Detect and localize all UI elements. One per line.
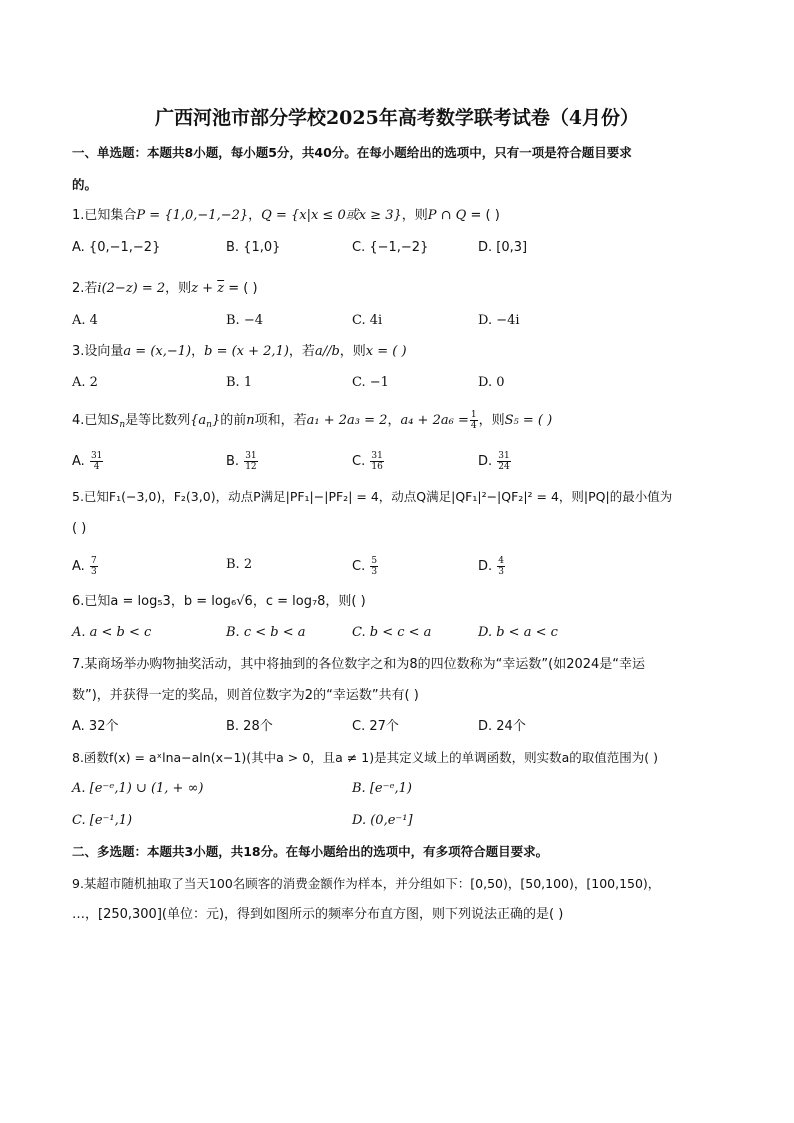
q7-option-b: B. 28个: [226, 719, 273, 734]
q1-expr: P ∩ Q: [427, 208, 467, 223]
q4-text-2: 是等比数列: [125, 413, 191, 428]
q3-text-3: ，则: [339, 344, 366, 359]
q4-a-num: 31: [90, 451, 103, 461]
q4-b-num: 31: [245, 451, 257, 461]
q4-an: [190, 413, 220, 428]
page-title: 广西河池市部分学校2025年高考数学联考试卷（4月份）: [154, 107, 640, 129]
q1-number: 1.: [72, 208, 85, 223]
q5-c-den: 3: [371, 567, 378, 577]
q4-fraction-den: 4: [470, 421, 477, 431]
q4-text-4: 项和，若: [254, 413, 307, 428]
q5-a-den: 3: [90, 567, 97, 577]
q6-option-a: A. a < b < c: [72, 625, 152, 640]
q4-option-d: [478, 451, 512, 472]
q5-option-d-label: D.: [478, 559, 493, 574]
question-9-line-1: 9.某超市随机抽取了当天100名顾客的消费金额作为样本，并分组如下：[0,50)，[50,100)，[100,150)，: [72, 876, 661, 891]
q4-eq1: a₁ + 2a₃ = 2: [306, 413, 388, 428]
q3-vector-a: a = (x,−1): [123, 344, 192, 359]
q2-option-a: A. 4: [72, 313, 98, 328]
q4-text-3: 的前: [220, 413, 247, 428]
question-4: [72, 410, 552, 434]
q3-parallel: a//b: [314, 344, 340, 359]
q4-an-close: }: [211, 413, 221, 428]
question-2: [72, 280, 258, 298]
q8-option-b: B. [e⁻ᵉ,1): [352, 781, 412, 796]
q1-set-q: Q = {x|x ≤ 0或x ≥ 3}: [261, 208, 402, 223]
q4-a-den: 4: [93, 462, 100, 472]
q3-x: x = ( ): [365, 344, 407, 359]
q3-sep: ，: [191, 344, 205, 359]
q4-n: n: [246, 413, 255, 428]
q8-option-d: D. (0,e⁻¹]: [352, 813, 413, 828]
q7-option-d: D. 24个: [478, 719, 526, 734]
q4-c-num: 31: [371, 451, 383, 461]
q5-option-d: [478, 556, 506, 577]
q8-option-a: A. [e⁻ᵉ,1) ∪ (1, + ∞): [72, 781, 204, 796]
q2-z: z: [191, 281, 199, 296]
q5-option-b: B. 2: [226, 557, 253, 572]
q3-option-c: C. −1: [352, 375, 389, 390]
q4-number: 4.: [72, 413, 85, 428]
q4-option-a: [72, 451, 104, 472]
q6-option-c: C. b < c < a: [352, 625, 432, 640]
q4-sep: ，: [387, 413, 401, 428]
q2-text-2: ，则: [165, 281, 192, 296]
q3-text: 设向量: [84, 344, 124, 359]
q2-z-conjugate: $\overline{z}$: [217, 281, 225, 296]
q4-option-c-label: C.: [352, 454, 366, 469]
q1-set-p: P = {1,0,−1,−2}: [136, 208, 249, 223]
q1-option-b: B. {1,0}: [226, 240, 281, 255]
q3-option-d: D. 0: [478, 375, 505, 390]
q4-c-den: 16: [371, 462, 383, 472]
q4-d-num: 31: [498, 451, 510, 461]
q4-eq2: a₄ + 2a₆ =: [400, 413, 469, 428]
q5-option-c-label: C.: [352, 559, 366, 574]
q1-option-d: D. [0,3]: [478, 240, 528, 255]
q4-an-subscript: n: [206, 420, 212, 430]
q4-sn-symbol: S: [110, 413, 120, 428]
q4-option-b-label: B.: [226, 454, 240, 469]
q4-sn-subscript: n: [119, 420, 126, 430]
q2-expr: i(2−z) = 2: [97, 281, 166, 296]
q4-text: 已知: [84, 413, 111, 428]
question-5-line-1: 5.已知F₁(−3,0)，F₂(3,0)，动点P满足|PF₁|−|PF₂| = 4，动点Q满足|QF₁|²−|QF₂|² = 4，则|PQ|的最小值为: [72, 489, 673, 504]
q2-option-c: C. 4i: [352, 313, 383, 328]
q2-plus: +: [198, 281, 218, 296]
q4-s5: S₅ = ( ): [504, 413, 553, 428]
q8-option-c: C. [e⁻¹,1): [72, 813, 133, 828]
q4-text-5: ，则: [478, 413, 505, 428]
question-3: [72, 343, 407, 361]
q1-text: 已知集合: [84, 208, 137, 223]
q2-text-3: = ( ): [224, 281, 258, 296]
q4-an-open: {a: [190, 413, 207, 428]
question-6: 6.已知a = log₅3，b = log₆√6，c = log₇8，则( ): [72, 594, 366, 609]
q6-option-d: D. b < a < c: [478, 625, 558, 640]
q1-option-c: C. {−1,−2}: [352, 240, 429, 255]
q1-option-a: A. {0,−1,−2}: [72, 240, 161, 255]
q5-c-num: 5: [371, 556, 378, 566]
q4-option-a-label: A.: [72, 454, 85, 469]
section-multi-choice-heading: 二、多选题：本题共3小题，共18分。在每小题给出的选项中，有多项符合题目要求。: [72, 844, 549, 859]
q1-text-2: ，则: [401, 208, 428, 223]
q3-option-a: A. 2: [72, 375, 98, 390]
q5-d-den: 3: [498, 567, 505, 577]
q4-d-den: 24: [498, 462, 510, 472]
question-8: 8.函数f(x) = aˣlna−aln(x−1)(其中a > 0，且a ≠ 1)是其定义域上的单调函数，则实数a的取值范围为( ): [72, 750, 658, 765]
question-7-line-2: 数”)，并获得一定的奖品，则首位数字为2的“幸运数”共有( ): [72, 688, 419, 703]
question-7-line-1: 7.某商场举办购物抽奖活动，其中将抽到的各位数字之和为8的四位数称为“幸运数”(如2024是“幸运: [72, 657, 646, 672]
q4-option-d-label: D.: [478, 454, 493, 469]
section-single-choice-heading: 一、单选题：本题共8小题，每小题5分，共40分。在每小题给出的选项中，只有一项是符合题目要求: [72, 145, 632, 160]
q5-option-c: [352, 556, 379, 577]
q3-text-2: ，若: [288, 344, 315, 359]
section-single-choice-heading-cont: 的。: [72, 177, 98, 192]
q2-option-d: D. −4i: [478, 313, 520, 328]
question-5-line-2: ( ): [72, 521, 87, 536]
q5-a-num: 7: [90, 556, 97, 566]
q5-option-a: [72, 556, 99, 577]
q2-number: 2.: [72, 281, 85, 296]
q3-number: 3.: [72, 344, 85, 359]
q4-b-den: 12: [245, 462, 257, 472]
q4-fraction: [470, 410, 478, 431]
q3-option-b: B. 1: [226, 375, 253, 390]
question-9-line-2: …，[250,300](单位：元)，得到如图所示的频率分布直方图，则下列说法正确的是( ): [72, 907, 564, 922]
q3-vector-b: b = (x + 2,1): [204, 344, 289, 359]
q2-text: 若: [84, 281, 98, 296]
q4-fraction-num: 1: [470, 410, 477, 420]
q1-text-3: = ( ): [466, 208, 500, 223]
q5-d-num: 4: [498, 556, 505, 566]
q7-option-c: C. 27个: [352, 719, 399, 734]
question-1: [72, 207, 500, 225]
q4-option-c: [352, 451, 385, 472]
q5-option-a-label: A.: [72, 559, 85, 574]
q4-sn: [110, 413, 125, 428]
q4-option-b: [226, 451, 259, 472]
q2-option-b: B. −4: [226, 313, 263, 328]
q1-sep: ，: [248, 208, 262, 223]
q6-option-b: B. c < b < a: [226, 625, 306, 640]
q7-option-a: A. 32个: [72, 719, 119, 734]
